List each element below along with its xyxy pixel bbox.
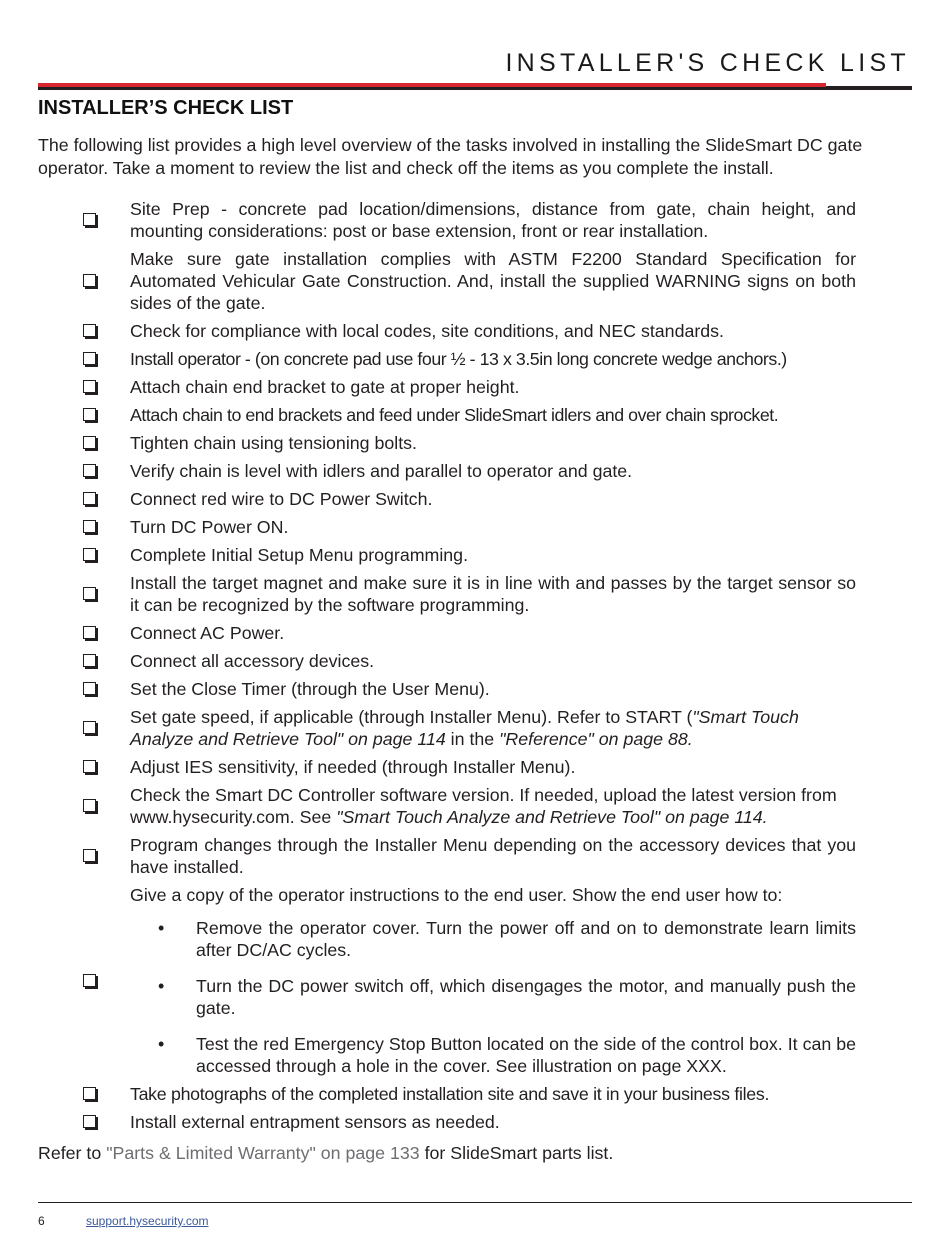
refer-prefix: Refer to: [38, 1143, 107, 1163]
checklist-item-program-changes: [38, 834, 856, 878]
checklist-item-target-magnet: [38, 572, 856, 616]
checkbox-icon[interactable]: [83, 436, 96, 449]
checklist-item-text: Connect all accessory devices.: [130, 651, 375, 671]
checklist-item-verify-chain: [38, 460, 856, 482]
checklist-item-local-codes: [38, 320, 856, 342]
checklist-item-ies-sensitivity: [38, 756, 856, 778]
checklist-item-install-operator: [38, 348, 856, 370]
checklist-item-text: [130, 884, 856, 1077]
parts-warranty-link[interactable]: "Parts & Limited Warranty" on page 133: [106, 1143, 420, 1163]
checklist-item-text: Turn DC Power ON.: [130, 517, 289, 537]
checklist-item-initial-setup: [38, 544, 856, 566]
checklist-item-text: Check for compliance with local codes, site conditions, and NEC standards.: [130, 321, 724, 341]
cross-reference-link[interactable]: "Reference" on page 88.: [499, 729, 693, 749]
checklist-item-text: Program changes through the Installer Menu depending on the accessory devices that you have installed.: [130, 835, 856, 877]
footer-rule: [38, 1202, 912, 1203]
support-url-link[interactable]: support.hysecurity.com: [86, 1214, 209, 1228]
checkbox-icon[interactable]: [83, 520, 96, 533]
checklist-item-chain-bracket: [38, 376, 856, 398]
checklist-item-red-wire: [38, 488, 856, 510]
bullet-text: Remove the operator cover. Turn the power off and on to demonstrate learn limits after DC/AC cycles.: [196, 918, 856, 960]
checklist-item-text: Verify chain is level with idlers and parallel to operator and gate.: [130, 461, 633, 481]
checklist-item-text: Site Prep - concrete pad location/dimensions, distance from gate, chain height, and mounting considerations: post or base extension, front or rear installation.: [130, 199, 856, 241]
checkbox-icon[interactable]: [83, 1115, 96, 1128]
parts-reference: [38, 1143, 613, 1164]
checkbox-icon[interactable]: [83, 408, 96, 421]
bullet-icon: •: [158, 918, 165, 938]
checklist-item-text: Tighten chain using tensioning bolts.: [130, 433, 417, 453]
checkbox-icon[interactable]: [83, 799, 96, 812]
checklist-item-operator-instructions: [38, 884, 856, 1077]
checklist-item-text: Complete Initial Setup Menu programming.: [130, 545, 469, 565]
instructions-bullet-list: [130, 917, 856, 1077]
checkbox-icon[interactable]: [83, 380, 96, 393]
list-item: [130, 1033, 856, 1077]
checklist-item-text: Make sure gate installation complies with ASTM F2200 Standard Specification for Automated Vehicular Gate Construction. And, install the supplied WARNING signs on both sides of the gate.: [130, 249, 856, 313]
checkbox-icon[interactable]: [83, 654, 96, 667]
installer-checklist: [38, 198, 912, 1139]
checkbox-icon[interactable]: [83, 626, 96, 639]
checklist-item-text: Take photographs of the completed installation site and save it in your business files.: [130, 1084, 770, 1104]
header-title: INSTALLER'S CHECK LIST: [505, 49, 910, 77]
checklist-item-text: Connect red wire to DC Power Switch.: [130, 489, 433, 509]
checklist-item-dc-power-on: [38, 516, 856, 538]
checklist-item-text: Adjust IES sensitivity, if needed (through Installer Menu).: [130, 757, 576, 777]
checklist-item-astm-compliance: [38, 248, 856, 314]
item-text-part: Set gate speed, if applicable (through Installer Menu). Refer to START (: [130, 707, 693, 727]
list-item: [130, 975, 856, 1019]
checklist-item-close-timer: [38, 678, 856, 700]
checklist-item-text: Install operator - (on concrete pad use four ½ - 13 x 3.5in long concrete wedge anchors.): [130, 349, 787, 369]
checklist-item-text: Connect AC Power.: [130, 623, 285, 643]
instructions-intro: Give a copy of the operator instructions to the end user. Show the end user how to:: [130, 885, 783, 905]
bullet-text: Turn the DC power switch off, which disengages the motor, and manually push the gate.: [196, 976, 856, 1018]
bullet-icon: •: [158, 1034, 165, 1054]
checkbox-icon[interactable]: [83, 213, 96, 226]
section-title: INSTALLER’S CHECK LIST: [38, 97, 294, 119]
checklist-item-text: Install the target magnet and make sure it is in line with and passes by the target sensor so it can be recognized by the software programming.: [130, 573, 856, 615]
checklist-item-photographs: [38, 1083, 856, 1105]
item-text-part: Check the Smart DC Controller software version. If needed, upload the latest version from www.hysecurity.com. See: [130, 785, 837, 827]
checklist-item-accessory-devices: [38, 650, 856, 672]
checklist-item-text: Set the Close Timer (through the User Menu).: [130, 679, 490, 699]
checkbox-icon[interactable]: [83, 849, 96, 862]
bullet-icon: •: [158, 976, 165, 996]
checklist-item-text: Attach chain to end brackets and feed under SlideSmart idlers and over chain sprocket.: [130, 405, 779, 425]
checkbox-icon[interactable]: [83, 324, 96, 337]
checkbox-icon[interactable]: [83, 760, 96, 773]
checklist-item-site-prep: [38, 198, 856, 242]
checkbox-icon[interactable]: [83, 1087, 96, 1100]
checkbox-icon[interactable]: [83, 682, 96, 695]
checkbox-icon[interactable]: [83, 548, 96, 561]
checklist-item-ac-power: [38, 622, 856, 644]
checklist-item-entrapment-sensors: [38, 1111, 856, 1133]
checklist-item-text: [130, 784, 856, 828]
checklist-item-tighten-chain: [38, 432, 856, 454]
checkbox-icon[interactable]: [83, 974, 96, 987]
checkbox-icon[interactable]: [83, 721, 96, 734]
list-item: [130, 917, 856, 961]
checklist-item-gate-speed: [38, 706, 856, 750]
cross-reference-link[interactable]: "Smart Touch Analyze and Retrieve Tool" on page 114.: [336, 807, 768, 827]
checkbox-icon[interactable]: [83, 587, 96, 600]
checklist-item-software-version: [38, 784, 856, 828]
checkbox-icon[interactable]: [83, 464, 96, 477]
checklist-item-text: [130, 706, 856, 750]
checklist-item-attach-chain: [38, 404, 856, 426]
checkbox-icon[interactable]: [83, 352, 96, 365]
page-number: 6: [38, 1214, 45, 1228]
header-accent-rule: [38, 83, 826, 87]
item-text-part: in the: [445, 729, 500, 749]
intro-paragraph: The following list provides a high level overview of the tasks involved in installing the SlideSmart DC gate operator. Take a moment to review the list and check off the items as you complete the install.: [38, 135, 863, 178]
checklist-item-text: Install external entrapment sensors as needed.: [130, 1112, 500, 1132]
checkbox-icon[interactable]: [83, 492, 96, 505]
checklist-item-text: Attach chain end bracket to gate at proper height.: [130, 377, 520, 397]
bullet-text: Test the red Emergency Stop Button located on the side of the control box. It can be accessed through a hole in the cover. See illustration on page XXX.: [196, 1034, 856, 1076]
refer-suffix: for SlideSmart parts list.: [419, 1143, 614, 1163]
cross-reference-link[interactable]: "Smart Touch Analyze and Retrieve Tool" on page 114: [130, 707, 799, 749]
checkbox-icon[interactable]: [83, 274, 96, 287]
